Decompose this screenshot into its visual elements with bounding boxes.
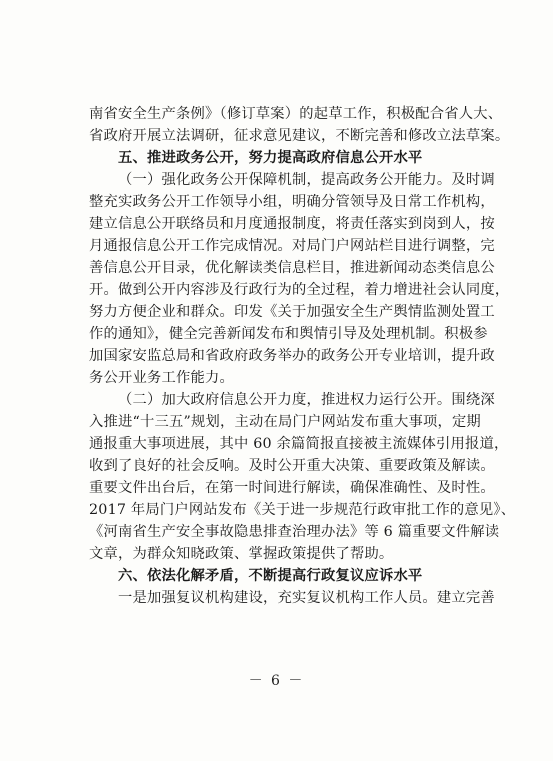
- text-line: 作的通知》，健全完善新闻发布和舆情引导及处理机制。积极参: [89, 326, 488, 342]
- text-line: 文章，为群众知晓政策、掌握政策提供了帮助。: [89, 546, 394, 562]
- document-body: [89, 103, 516, 609]
- text-line: 收到了良好的社会反响。及时公开重大决策、重要政策及解读。: [89, 458, 495, 474]
- paragraph-start: （二）加大政府信息公开力度，推进权力运行公开。围绕深: [118, 392, 495, 408]
- text-line: 2017 年局门户网站发布《关于进一步规范行政审批工作的意见》、: [89, 502, 516, 518]
- text-line: 南省安全生产条例》（修订草案）的起草工作，积极配合省人大、: [89, 106, 503, 122]
- paragraph-start: （一）强化政务公开保障机制，提高政务公开能力。及时调: [118, 172, 495, 188]
- text-line: 加国家安监总局和省政府政务举办的政务公开专业培训，提升政: [89, 348, 495, 364]
- text-line: 省政府开展立法调研，征求意见建议，不断完善和修改立法草案。: [89, 128, 510, 144]
- text-line: 通报重大事项进展，其中 60 余篇简报直接被主流媒体引用报道，: [89, 436, 509, 452]
- text-line: 月通报信息公开工作完成情况。对局门户网站栏目进行调整，完: [89, 238, 495, 254]
- section-heading: 五、推进政务公开，努力提高政府信息公开水平: [118, 150, 423, 166]
- text-line: 开。做到公开内容涉及行政行为的全过程，着力增进社会认同度，: [89, 282, 510, 298]
- text-line: 善信息公开目录，优化解读类信息栏目，推进新闻动态类信息公: [89, 260, 495, 276]
- text-line: 《河南省生产安全事故隐患排查治理办法》等 6 篇重要文件解读: [89, 524, 500, 540]
- text-line: 努力方便企业和群众。印发《关于加强安全生产舆情监测处置工: [89, 304, 495, 320]
- page-number: － 6 －: [248, 673, 305, 689]
- section-heading: 六、依法化解矛盾，不断提高行政复议应诉水平: [118, 568, 423, 584]
- paragraph-start: 一是加强复议机构建设，充实复议机构工作人员。建立完善: [118, 590, 495, 606]
- text-line: 建立信息公开联络员和月度通报制度，将责任落实到岗到人，按: [89, 216, 495, 232]
- text-line: 整充实政务公开工作领导小组，明确分管领导及日常工作机构，: [89, 194, 495, 210]
- text-line: 重要文件出台后，在第一时间进行解读，确保准确性、及时性。: [89, 480, 495, 496]
- text-line: 入推进“十三五”规划，主动在局门户网站发布重大事项，定期: [89, 414, 481, 430]
- text-line: 务公开业务工作能力。: [89, 370, 234, 386]
